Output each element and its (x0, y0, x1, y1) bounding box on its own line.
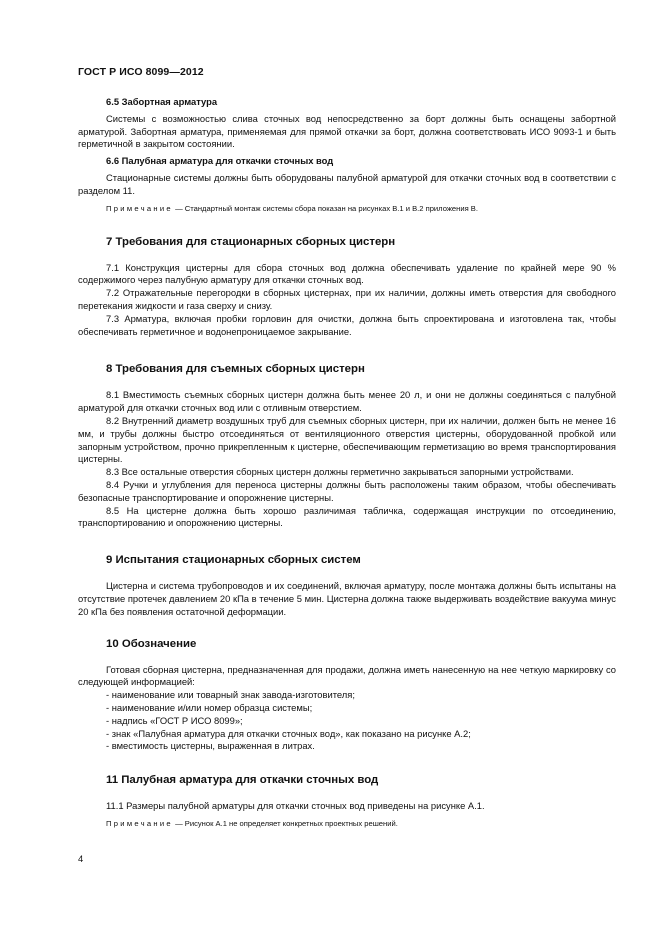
clause-7-2: 7.2 Отражательные перегородки в сборных цистернах, при их наличии, должны иметь отверстия для свободного перетекания жидкости и газа сверху и снизу. (78, 287, 616, 311)
note-6-6 (78, 203, 616, 214)
marking-item: - знак «Палубная арматура для откачки сточных вод», как показано на рисунке А.2; (106, 727, 471, 739)
note-label: Примечание (106, 203, 173, 213)
clause-8-2: 8.2 Внутренний диаметр воздушных труб для съемных сборных цистерн, при их наличии, должен быть не менее 16 мм, и трубы должны быстро отсоединяться от вентиляционного отверстия цистерны, оборудованной пробкой или запорным устройством, прочно прикрепленным к цистерне, обеспечивающим герметизацию во время транспортирования цистерны. (78, 414, 616, 465)
clause-8-4: 8.4 Ручки и углубления для переноса цистерны должны быть расположены таким образом, чтобы обеспечивать безопасные транспортирование и опорожнение цистерны. (78, 478, 616, 503)
section-10-heading: 10 Обозначение (106, 637, 197, 650)
clause-7-1: 7.1 Конструкция цистерны для сбора сточных вод должна обеспечивать удаление по крайней мере 90 % содержимого через палубную арматуру для откачки сточных вод. (78, 261, 616, 286)
subsection-6-6-heading: 6.6 Палубная арматура для откачки сточных вод (106, 155, 334, 167)
marking-item: - наименование и/или номер образца системы; (106, 701, 313, 713)
subsection-6-5-text: Системы с возможностью слива сточных вод непосредственно за борт должны быть оснащены забортной арматурой. Забортная арматура, применяемая для прямой откачки за борт, должна соответствовать ИСО 9093-1 и быть герметичной в закрытом состоянии. (78, 112, 616, 150)
document-header: ГОСТ Р ИСО 8099—2012 (78, 66, 204, 78)
clause-8-3: 8.3 Все остальные отверстия сборных цистерн должны герметично закрываться запорными устройствами. (106, 466, 574, 478)
note-11 (78, 818, 616, 829)
marking-item: - надпись «ГОСТ Р ИСО 8099»; (106, 714, 243, 726)
document-page (78, 0, 616, 936)
clause-7-3: 7.3 Арматура, включая пробки горловин для очистки, должна быть спроектирована и изготовлена так, чтобы обеспечивать герметичное и водонепроницаемое закрывание. (78, 312, 616, 337)
section-11-heading: 11 Палубная арматура для откачки сточных вод (106, 774, 379, 787)
clause-11-1: 11.1 Размеры палубной арматуры для откачки сточных вод приведены на рисунке А.1. (106, 800, 485, 812)
document-body (78, 96, 616, 829)
subsection-6-5-heading: 6.5 Забортная арматура (106, 96, 218, 107)
section-8-heading: 8 Требования для съемных сборных цистерн (106, 363, 365, 376)
note-label: Примечание (106, 818, 173, 828)
page-number: 4 (78, 853, 84, 864)
section-10-text: Готовая сборная цистерна, предназначенная для продажи, должна иметь нанесенную на нее четкую маркировку со следующей информацией: (78, 663, 616, 688)
subsection-6-6-text: Стационарные системы должны быть оборудованы палубной арматурой для откачки сточных вод в соответствии с разделом 11. (78, 171, 616, 196)
note-text: — Стандартный монтаж системы сбора показан на рисунках В.1 и В.2 приложения В. (172, 203, 478, 213)
section-9-text: Цистерна и система трубопроводов и их соединений, включая арматуру, после монтажа должны быть испытаны на отсутствие протечек давлением 20 кПа в течение 5 мин. Цистерна должна также выдерживать воздействие вакуума минус 20 кПа без появления остаточной деформации. (78, 580, 616, 617)
clause-8-5: 8.5 На цистерне должна быть хорошо различимая табличка, содержащая инструкции по отсоединению, транспортированию и опорожнению цистерны. (78, 504, 616, 529)
clause-8-1: 8.1 Вместимость съемных сборных цистерн должна быть менее 20 л, и они не должны соединяться с палубной арматурой для откачки сточных вод или с отливным отверстием. (78, 389, 616, 414)
marking-item: - наименование или товарный знак завода-изготовителя; (106, 689, 355, 701)
section-9-heading: 9 Испытания стационарных сборных систем (106, 554, 361, 567)
note-text: — Рисунок А.1 не определяет конкретных проектных решений. (172, 818, 398, 828)
marking-item: - вместимость цистерны, выраженная в литрах. (106, 740, 315, 752)
section-7-heading: 7 Требования для стационарных сборных цистерн (106, 235, 396, 248)
